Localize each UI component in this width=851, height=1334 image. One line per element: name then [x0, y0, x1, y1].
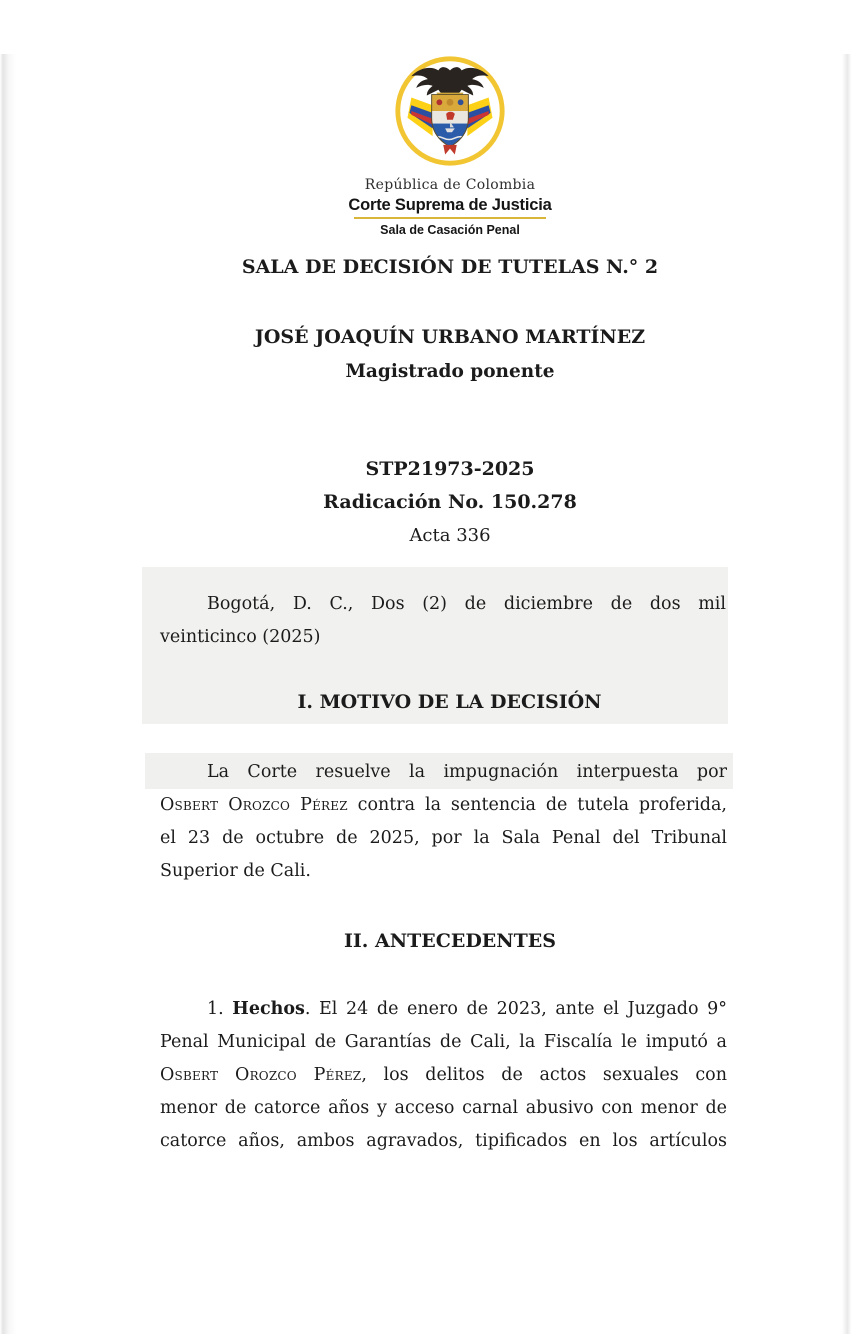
text-line: catorce años, ambos agravados, tipificados en los artículos: [160, 1131, 727, 1151]
chamber-name: Sala de Casación Penal: [380, 223, 520, 237]
case-identifiers: [160, 453, 740, 552]
date-paragraph: [160, 588, 726, 654]
text-line: Bogotá, D. C., Dos (2) de diciembre de dos mil: [207, 594, 726, 614]
motivo-paragraph: [160, 756, 727, 888]
gold-rule-divider: [354, 217, 546, 219]
text-line: el 23 de octubre de 2025, por la Sala Penal del Tribunal: [160, 828, 727, 848]
decision-code: STP21973-2025: [365, 458, 535, 480]
text-line: Superior de Cali.: [160, 861, 311, 881]
court-name: Corte Suprema de Justicia: [348, 196, 552, 214]
text-line: menor de catorce años y acceso carnal abusivo con menor de: [160, 1098, 727, 1118]
section-title-antecedentes: II. ANTECEDENTES: [343, 930, 556, 952]
text-line: 1. Hechos. El 24 de enero de 2023, ante el Juzgado 9°: [207, 999, 727, 1019]
republic-label: República de Colombia: [364, 177, 536, 193]
text-line: La Corte resuelve la impugnación interpuesta por: [160, 756, 727, 789]
document-page: [0, 54, 851, 1334]
antecedentes-paragraph: [160, 993, 727, 1158]
date-and-motivo-highlight-block: [142, 567, 728, 724]
chamber-decision-title: SALA DE DECISIÓN DE TUTELAS N.° 2: [241, 256, 659, 278]
magistrate-role: Magistrado ponente: [345, 361, 555, 382]
radicacion-number: Radicación No. 150.278: [323, 491, 577, 513]
magistrate-name: JOSÉ JOAQUÍN URBANO MARTÍNEZ: [254, 326, 646, 348]
acta-number: Acta 336: [409, 525, 491, 546]
court-letterhead: [0, 54, 851, 237]
section-title-motivo: I. MOTIVO DE LA DECISIÓN: [297, 691, 602, 713]
text-line: Osbert Orozco Pérez, los delitos de actos sexuales con: [160, 1065, 727, 1085]
text-line: Osbert Orozco Pérez contra la sentencia de tutela proferida,: [160, 795, 727, 815]
colombia-coat-of-arms-icon: [393, 54, 507, 168]
text-line: Penal Municipal de Garantías de Cali, la Fiscalía le imputó a: [160, 1032, 727, 1052]
text-line: veinticinco (2025): [160, 627, 321, 647]
document-body: [0, 251, 851, 1158]
